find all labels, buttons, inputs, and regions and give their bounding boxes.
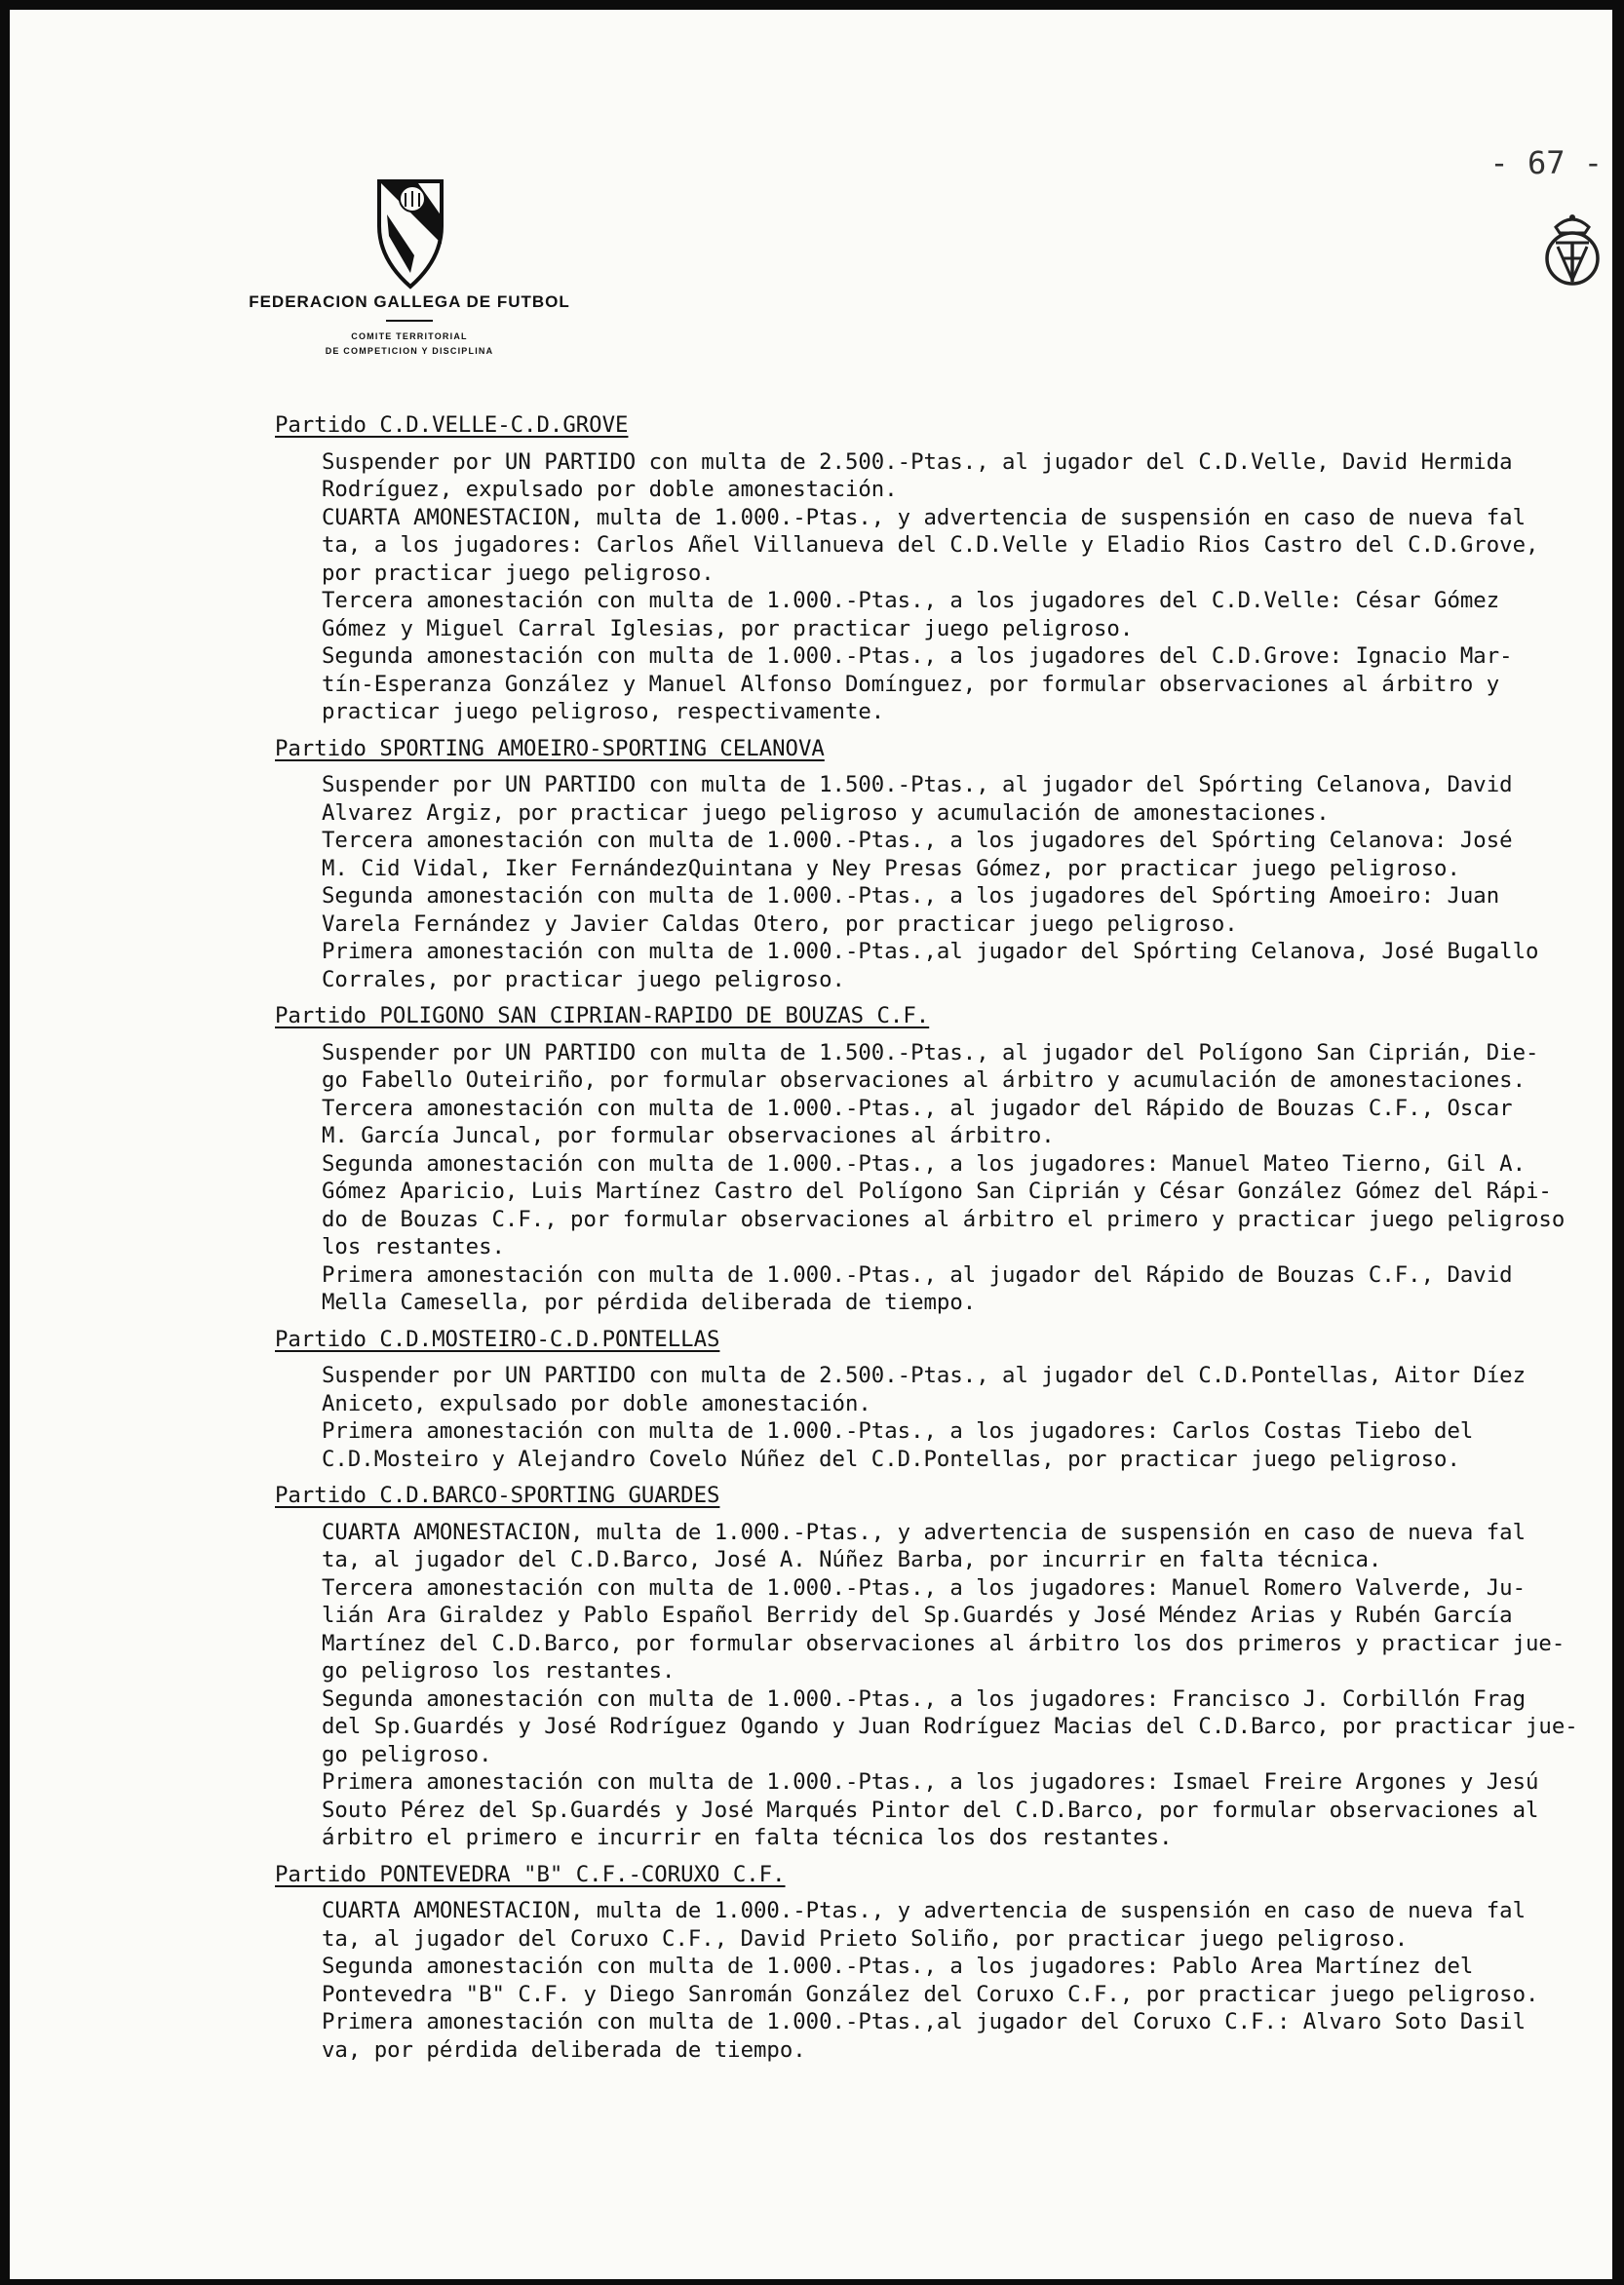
text-line: Segunda amonestación con multa de 1.000.-Ptas., a los jugadores del Spórting Amoeiro: Juan	[322, 883, 1500, 909]
text-line: Tercera amonestación con multa de 1.000.-Ptas., a los jugadores del Spórting Celanova: José	[322, 828, 1513, 853]
text-line: Tercera amonestación con multa de 1.000.-Ptas., a los jugadores del C.D.Velle: César Gómez	[322, 588, 1500, 613]
match-title: Partido PONTEVEDRA "B" C.F.-CORUXO C.F.	[275, 1861, 786, 1887]
sanction-paragraph	[275, 1519, 1610, 1574]
sanction-paragraph	[275, 642, 1610, 726]
sanction-paragraph	[275, 1685, 1610, 1769]
text-line: Tercera amonestación con multa de 1.000.-Ptas., al jugador del Rápido de Bouzas C.F., Oscar	[322, 1095, 1513, 1121]
sanction-paragraph	[275, 1150, 1610, 1261]
text-line: Suspender por UN PARTIDO con multa de 2.500.-Ptas., al jugador del C.D.Velle, David Hermida	[322, 448, 1513, 475]
text-line: Suspender por UN PARTIDO con multa de 2.500.-Ptas., al jugador del C.D.Pontellas, Aitor Díez	[322, 1363, 1526, 1388]
match-section	[275, 735, 1610, 994]
text-line: go peligroso.	[322, 1741, 492, 1767]
sanction-paragraph	[275, 448, 1610, 504]
text-line: Suspender por UN PARTIDO con multa de 1.500.-Ptas., al jugador del Spórting Celanova, David	[322, 772, 1513, 797]
text-line: Souto Pérez del Sp.Guardés y José Marqués Pintor del C.D.Barco, por formular observaciones al	[322, 1797, 1539, 1823]
text-line: CUARTA AMONESTACION, multa de 1.000.-Ptas., y advertencia de suspensión en caso de nueva fal	[322, 1519, 1526, 1545]
text-line: tín-Esperanza González y Manuel Alfonso Domínguez, por formular observaciones al árbitro y	[322, 671, 1500, 697]
text-line: M. Cid Vidal, Iker FernándezQuintana y Ney Presas Gómez, por practicar juego peligroso.	[322, 855, 1460, 881]
text-line: go peligroso los restantes.	[322, 1658, 676, 1684]
text-line: Mella Camesella, por pérdida deliberada de tiempo.	[322, 1290, 977, 1315]
match-section	[275, 1326, 1610, 1474]
text-line: Gómez Aparicio, Luis Martínez Castro del Polígono San Ciprián y César González Gómez del Rápi-	[322, 1179, 1552, 1204]
text-line: do de Bouzas C.F., por formular observaciones al árbitro el primero y practicar juego peligroso	[322, 1206, 1566, 1232]
text-line: Primera amonestación con multa de 1.000.-Ptas., a los jugadores: Ismael Freire Argones y Jesú	[322, 1769, 1539, 1795]
text-line: ta, al jugador del C.D.Barco, José A. Núñez Barba, por incurrir en falta técnica.	[322, 1547, 1382, 1572]
match-section	[275, 411, 1610, 726]
sanction-paragraph	[275, 1574, 1610, 1685]
text-line: go Fabello Outeiriño, por formular observaciones al árbitro y acumulación de amonestaciones.	[322, 1067, 1526, 1093]
text-line: C.D.Mosteiro y Alejandro Covelo Núñez del C.D.Pontellas, por practicar juego peligroso.	[322, 1446, 1460, 1472]
text-line: Tercera amonestación con multa de 1.000.-Ptas., a los jugadores: Manuel Romero Valverde, Ju-	[322, 1574, 1526, 1601]
text-line: Rodríguez, expulsado por doble amonestación.	[322, 477, 898, 502]
sanction-paragraph	[275, 2008, 1610, 2064]
match-title: Partido C.D.MOSTEIRO-C.D.PONTELLAS	[275, 1326, 720, 1352]
text-line: Primera amonestación con multa de 1.000.-Ptas.,al jugador del Coruxo C.F.: Alvaro Soto Dasil	[322, 2009, 1526, 2034]
text-line: del Sp.Guardés y José Rodríguez Ogando y Juan Rodríguez Macias del C.D.Barco, por practicar jue-	[322, 1714, 1578, 1739]
sanction-paragraph	[275, 1039, 1610, 1095]
text-line: CUARTA AMONESTACION, multa de 1.000.-Ptas., y advertencia de suspensión en caso de nueva fal	[322, 1898, 1526, 1923]
text-line: Suspender por UN PARTIDO con multa de 1.500.-Ptas., al jugador del Polígono San Ciprián, Die-	[322, 1039, 1539, 1065]
match-title: Partido C.D.VELLE-C.D.GROVE	[275, 412, 629, 438]
sanction-paragraph	[275, 771, 1610, 827]
text-line: Martínez del C.D.Barco, por formular observaciones al árbitro los dos primeros y practicar jue-	[322, 1630, 1566, 1656]
match-section	[275, 1861, 1610, 2065]
match-title: Partido SPORTING AMOEIRO-SPORTING CELANOVA	[275, 735, 825, 761]
text-line: Primera amonestación con multa de 1.000.-Ptas., a los jugadores: Carlos Costas Tiebo del	[322, 1418, 1474, 1444]
text-line: Alvarez Argiz, por practicar juego peligroso y acumulación de amonestaciones.	[322, 799, 1330, 826]
sanction-paragraph	[275, 1261, 1610, 1317]
sanction-paragraph	[275, 504, 1610, 588]
sanction-paragraph	[275, 1362, 1610, 1417]
text-line: CUARTA AMONESTACION, multa de 1.000.-Ptas., y advertencia de suspensión en caso de nueva fal	[322, 504, 1526, 530]
committee-line-2: DE COMPETICION Y DISCIPLINA	[325, 346, 494, 356]
text-line: Segunda amonestación con multa de 1.000.-Ptas., a los jugadores: Francisco J. Corbillón Frag	[322, 1685, 1526, 1712]
sanction-paragraph	[275, 827, 1610, 882]
text-line: va, por pérdida deliberada de tiempo.	[322, 2036, 806, 2063]
text-line: Aniceto, expulsado por doble amonestación.	[322, 1390, 871, 1416]
sanction-paragraph	[275, 882, 1610, 938]
text-line: lián Ara Giraldez y Pablo Español Berridy del Sp.Guardés y José Méndez Arias y Rubén García	[322, 1603, 1513, 1628]
header-divider	[386, 320, 433, 322]
shield-crest-icon	[375, 175, 445, 290]
text-line: Pontevedra "B" C.F. y Diego Sanromán González del Coruxo C.F., por practicar juego peligroso.	[322, 1981, 1539, 2007]
sanction-paragraph	[275, 1417, 1610, 1473]
federation-name: FEDERACION GALLEGA DE FUTBOL	[249, 292, 570, 311]
federation-header	[234, 292, 585, 359]
page-number: - 67 -	[1489, 144, 1603, 181]
sanction-paragraph	[275, 1953, 1610, 2008]
match-title: Partido POLIGONO SAN CIPRIAN-RAPIDO DE BOUZAS C.F.	[275, 1003, 930, 1028]
document-body	[275, 411, 1610, 2072]
text-line: M. García Juncal, por formular observaciones al árbitro.	[322, 1123, 1055, 1148]
match-section	[275, 1002, 1610, 1317]
text-line: Gómez y Miguel Carral Iglesias, por practicar juego peligroso.	[322, 615, 1134, 641]
sanction-paragraph	[275, 1768, 1610, 1852]
committee-line-1: COMITE TERRITORIAL	[351, 331, 468, 341]
text-line: Segunda amonestación con multa de 1.000.-Ptas., a los jugadores del C.D.Grove: Ignacio Mar-	[322, 643, 1513, 669]
match-section	[275, 1482, 1610, 1852]
sanction-paragraph	[275, 938, 1610, 993]
text-line: árbitro el primero e incurrir en falta técnica los dos restantes.	[322, 1825, 1173, 1850]
rfef-crown-crest-icon	[1542, 210, 1603, 290]
text-line: practicar juego peligroso, respectivamente.	[322, 699, 885, 724]
sanction-paragraph	[275, 587, 1610, 642]
sanction-paragraph	[275, 1897, 1610, 1953]
text-line: ta, a los jugadores: Carlos Añel Villanueva del C.D.Velle y Eladio Rios Castro del C.D.Grove,	[322, 532, 1539, 558]
text-line: ta, al jugador del Coruxo C.F., David Prieto Soliño, por practicar juego peligroso.	[322, 1925, 1409, 1952]
text-line: Varela Fernández y Javier Caldas Otero, por practicar juego peligroso.	[322, 910, 1238, 937]
sanction-paragraph	[275, 1095, 1610, 1150]
match-title: Partido C.D.BARCO-SPORTING GUARDES	[275, 1483, 720, 1508]
text-line: Corrales, por practicar juego peligroso.	[322, 966, 845, 992]
text-line: Segunda amonestación con multa de 1.000.-Ptas., a los jugadores: Manuel Mateo Tierno, Gil A.	[322, 1150, 1526, 1177]
text-line: Segunda amonestación con multa de 1.000.-Ptas., a los jugadores: Pablo Area Martínez del	[322, 1954, 1474, 1979]
text-line: por practicar juego peligroso.	[322, 560, 715, 586]
text-line: los restantes.	[322, 1234, 505, 1259]
document-page	[10, 10, 1612, 2279]
text-line: Primera amonestación con multa de 1.000.-Ptas., al jugador del Rápido de Bouzas C.F., David	[322, 1261, 1513, 1288]
text-line: Primera amonestación con multa de 1.000.-Ptas.,al jugador del Spórting Celanova, José Bugallo	[322, 939, 1539, 964]
